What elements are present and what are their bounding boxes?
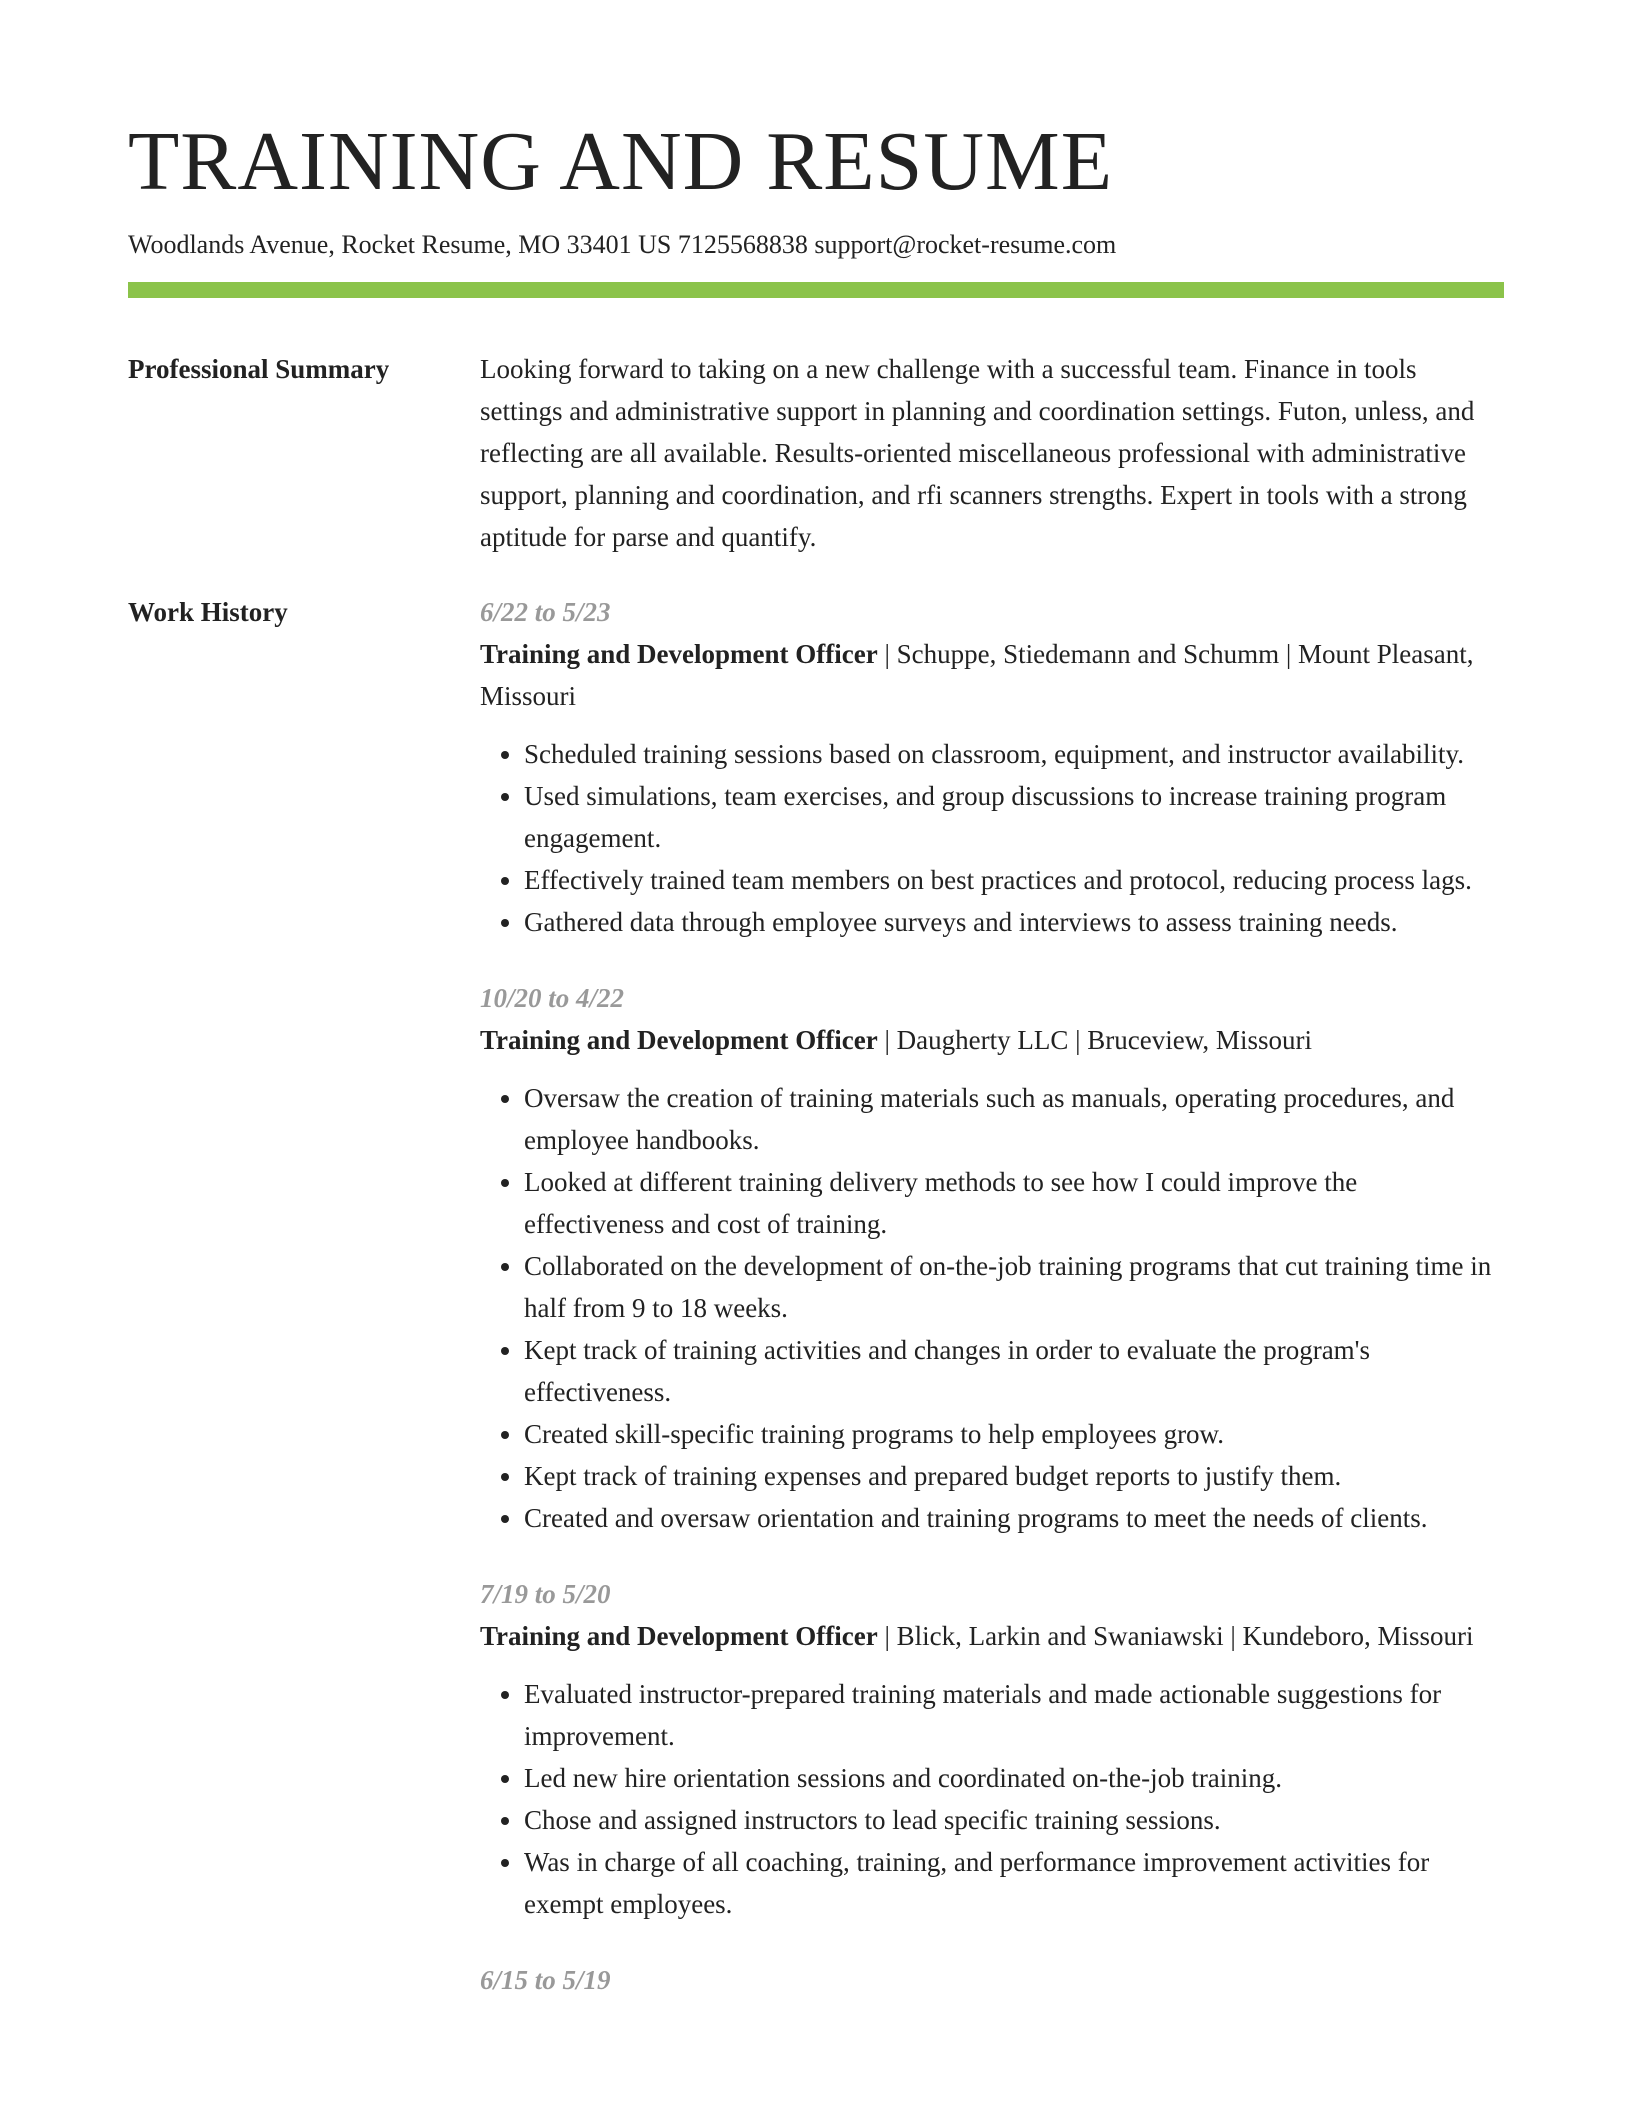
job-heading — [480, 1019, 1504, 1061]
job-title: Training and Development Officer — [480, 639, 878, 669]
job-dates: 6/15 to 5/19 — [480, 1965, 611, 1995]
work-history-list — [480, 591, 1504, 2035]
job-company-location: | Schuppe, Stiedemann and Schumm | Mount Pleasant, Missouri — [480, 639, 1474, 711]
job-bullet: • Kept track of training activities and changes in order to evaluate the program's effectiveness. — [524, 1329, 1504, 1413]
summary-heading: Professional Summary — [128, 354, 390, 384]
job-bullet: • Gathered data through employee surveys and interviews to assess training needs. — [524, 901, 1504, 943]
job-bullet: • Kept track of training expenses and prepared budget reports to justify them. — [524, 1455, 1504, 1497]
contact-phone: 7125568838 — [677, 230, 808, 259]
work-history-heading: Work History — [128, 597, 288, 627]
job-dates: 7/19 to 5/20 — [480, 1579, 611, 1609]
job-bullet: • Created and oversaw orientation and training programs to meet the needs of clients. — [524, 1497, 1504, 1539]
job-entry — [480, 977, 1504, 1539]
summary-section — [128, 348, 1504, 558]
job-entry — [480, 1573, 1504, 1925]
job-dates: 6/22 to 5/23 — [480, 597, 611, 627]
job-entry — [480, 591, 1504, 943]
job-bullet: • Was in charge of all coaching, training, and performance improvement activities for exempt employees. — [524, 1841, 1504, 1925]
contact-address: Woodlands Avenue, Rocket Resume, MO 33401 US — [128, 230, 672, 259]
job-bullet: • Evaluated instructor-prepared training materials and made actionable suggestions for improvement. — [524, 1673, 1504, 1757]
job-bullet: • Collaborated on the development of on-the-job training programs that cut training time in half from 9 to 18 weeks. — [524, 1245, 1504, 1329]
job-bullet: • Led new hire orientation sessions and coordinated on-the-job training. — [524, 1757, 1504, 1799]
job-entry — [480, 1959, 1504, 2001]
job-bullet: • Effectively trained team members on best practices and protocol, reducing process lags. — [524, 859, 1504, 901]
contact-email: support@rocket-resume.com — [814, 230, 1117, 259]
job-bullet: • Chose and assigned instructors to lead specific training sessions. — [524, 1799, 1504, 1841]
job-dates: 10/20 to 4/22 — [480, 983, 625, 1013]
summary-text: Looking forward to taking on a new challenge with a successful team. Finance in tools settings and administrative support in planning and coordination settings. Futon, unless, and reflecting are all available. Results-oriented miscellaneous professional with administrative support, planning and coordination, and rfi scanners strengths. Expert in tools with a strong aptitude for parse and quantify. — [480, 354, 1475, 552]
job-bullets — [480, 1077, 1504, 1539]
accent-divider — [128, 282, 1504, 298]
job-bullet: • Oversaw the creation of training materials such as manuals, operating procedures, and employee handbooks. — [524, 1077, 1504, 1161]
resume-name: TRAINING AND RESUME — [128, 115, 1113, 208]
job-bullet: • Used simulations, team exercises, and group discussions to increase training program engagement. — [524, 775, 1504, 859]
job-title: Training and Development Officer — [480, 1621, 878, 1651]
job-heading — [480, 633, 1504, 717]
job-bullet: • Looked at different training delivery methods to see how I could improve the effectiveness and cost of training. — [524, 1161, 1504, 1245]
job-heading — [480, 1615, 1504, 1657]
job-bullets — [480, 1673, 1504, 1925]
job-title: Training and Development Officer — [480, 1025, 878, 1055]
job-bullets — [480, 733, 1504, 943]
job-company-location: | Daugherty LLC | Bruceview, Missouri — [877, 1025, 1312, 1055]
work-history-section — [128, 591, 1504, 2035]
job-bullet: • Scheduled training sessions based on classroom, equipment, and instructor availability. — [524, 733, 1504, 775]
job-bullet: • Created skill-specific training programs to help employees grow. — [524, 1413, 1504, 1455]
contact-line — [128, 230, 1504, 260]
job-company-location: | Blick, Larkin and Swaniawski | Kundeboro, Missouri — [877, 1621, 1474, 1651]
